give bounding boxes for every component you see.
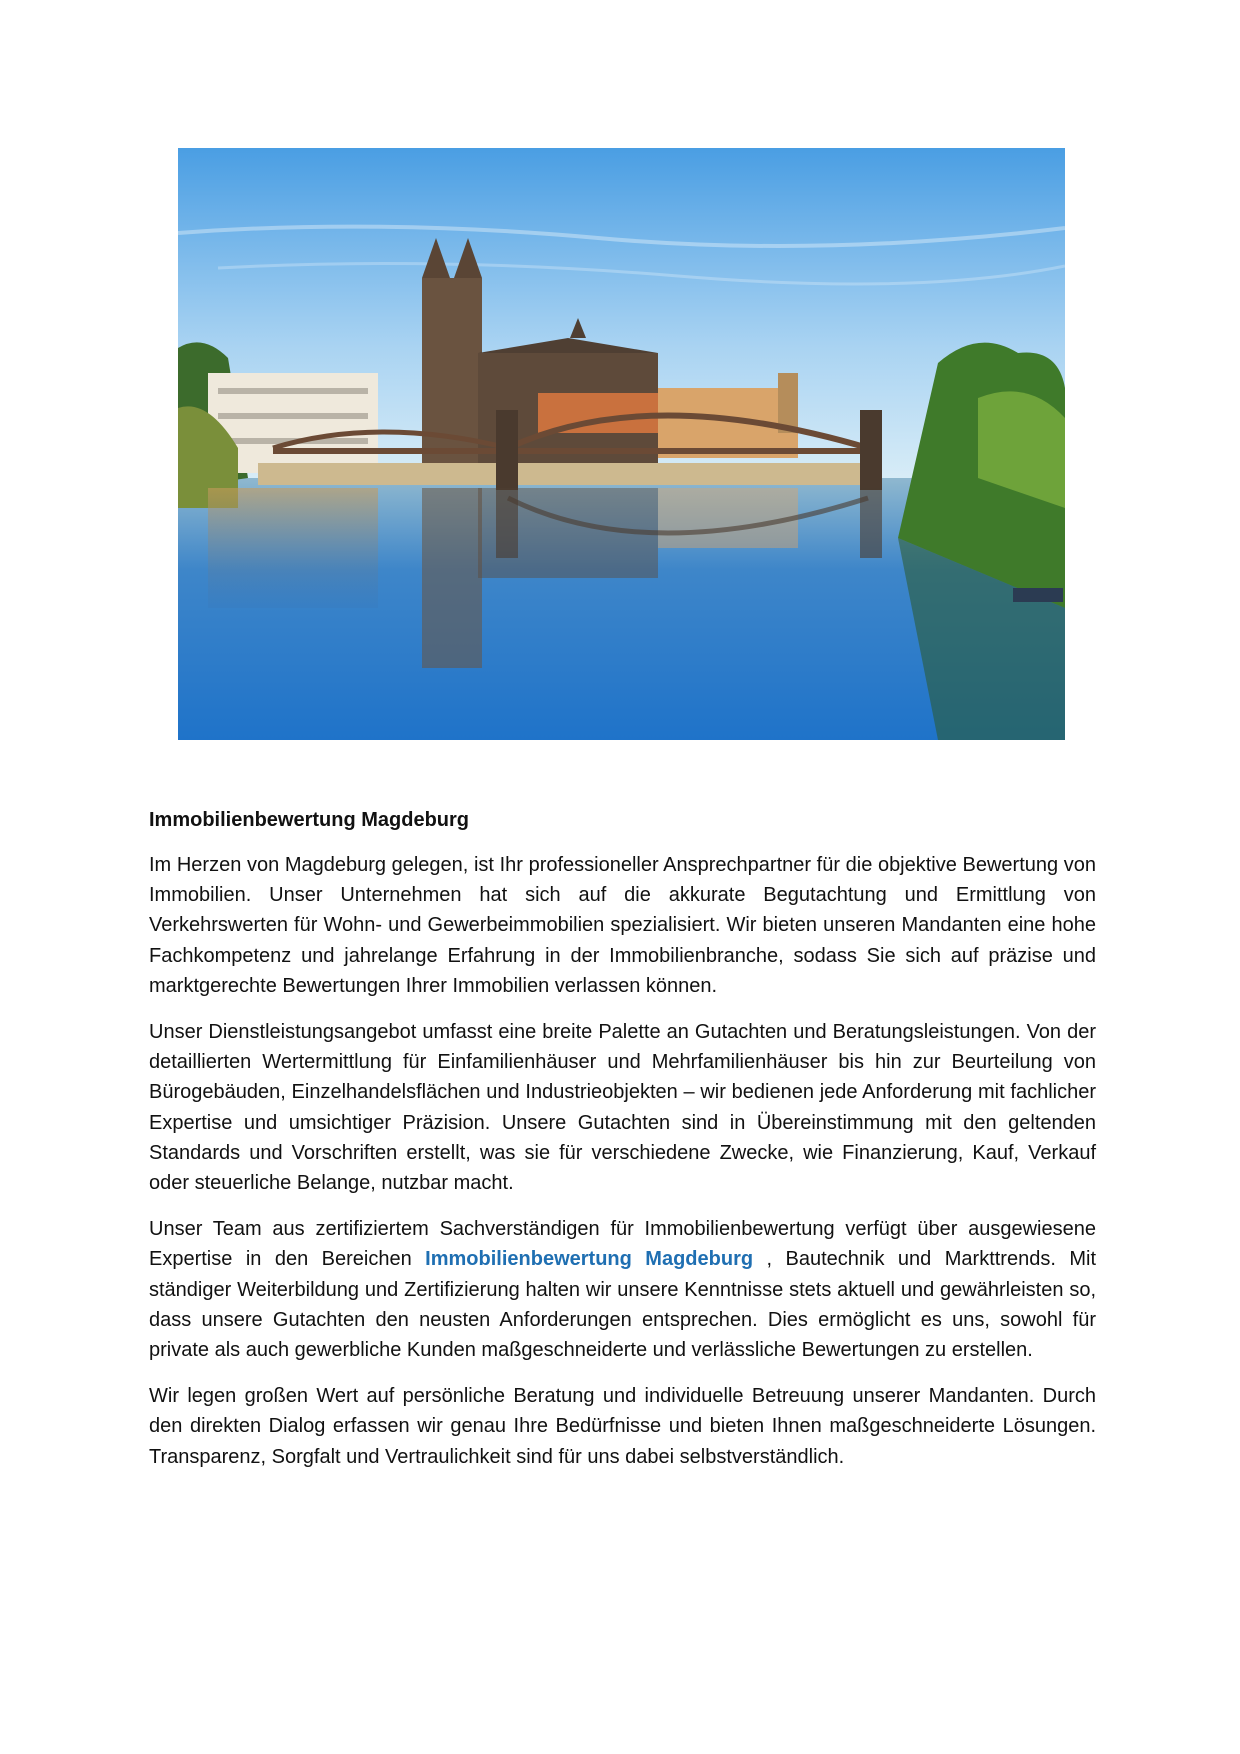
paragraph-team-text-before: Unser Team aus zertifiziertem Sachverständigen für Immobilienbewertung verfügt über ausgewiesene Expertise in den Bereichen	[149, 1218, 1096, 1271]
immobilienbewertung-magdeburg-link[interactable]: Immobilienbewertung Magdeburg	[425, 1248, 754, 1271]
paragraph-team-text-after: , Bautechnik und Markttrends. Mit ständiger Weiterbildung und Zertifizierung halten wir unsere Kenntnisse stets aktuell und gewährleisten so, dass unsere Gutachten den neusten Anforderungen entsprechen. Dies ermöglicht es uns, sowohl für private als auch gewerbliche Kunden maßgeschneiderte und verlässliche Bewertungen zu erstellen.	[149, 1248, 1097, 1362]
hero-photo-magdeburg	[178, 148, 1065, 740]
paragraph-team	[149, 1214, 1096, 1365]
paragraph-intro: Im Herzen von Magdeburg gelegen, ist Ihr professioneller Ansprechpartner für die objektive Bewertung von Immobilien. Unser Unternehmen hat sich auf die akkurate Begutachtung und Ermittlung von Verkehrswerten für Wohn- und Gewerbeimmobilien spezialisiert. Wir bieten unseren Mandanten eine hohe Fachkompetenz und jahrelange Erfahrung in der Immobilienbranche, sodass Sie sich auf präzise und marktgerechte Bewertungen Ihrer Immobilien verlassen können.	[149, 854, 1096, 997]
article-heading: Immobilienbewertung Magdeburg	[149, 809, 470, 831]
paragraph-consulting: Wir legen großen Wert auf persönliche Beratung und individuelle Betreuung unserer Mandanten. Durch den direkten Dialog erfassen wir genau Ihre Bedürfnisse und bieten Ihnen maßgeschneiderte Lösungen. Transparenz, Sorgfalt und Vertraulichkeit sind für uns dabei selbstverständlich.	[149, 1385, 1096, 1468]
paragraph-services: Unser Dienstleistungsangebot umfasst eine breite Palette an Gutachten und Beratungsleistungen. Von der detaillierten Wertermittlung für Einfamilienhäuser und Mehrfamilienhäuser bis hin zur Beurteilung von Bürogebäuden, Einzelhandelsflächen und Industrieobjekten – wir bedienen jede Anforderung mit fachlicher Expertise und umsichtiger Präzision. Unsere Gutachten sind in Übereinstimmung mit den geltenden Standards und Vorschriften erstellt, was sie für verschiedene Zwecke, wie Finanzierung, Kauf, Verkauf oder steuerliche Belange, nutzbar macht.	[149, 1021, 1096, 1195]
cathedral-river-photo	[178, 148, 1065, 740]
article-body	[149, 806, 1096, 1488]
